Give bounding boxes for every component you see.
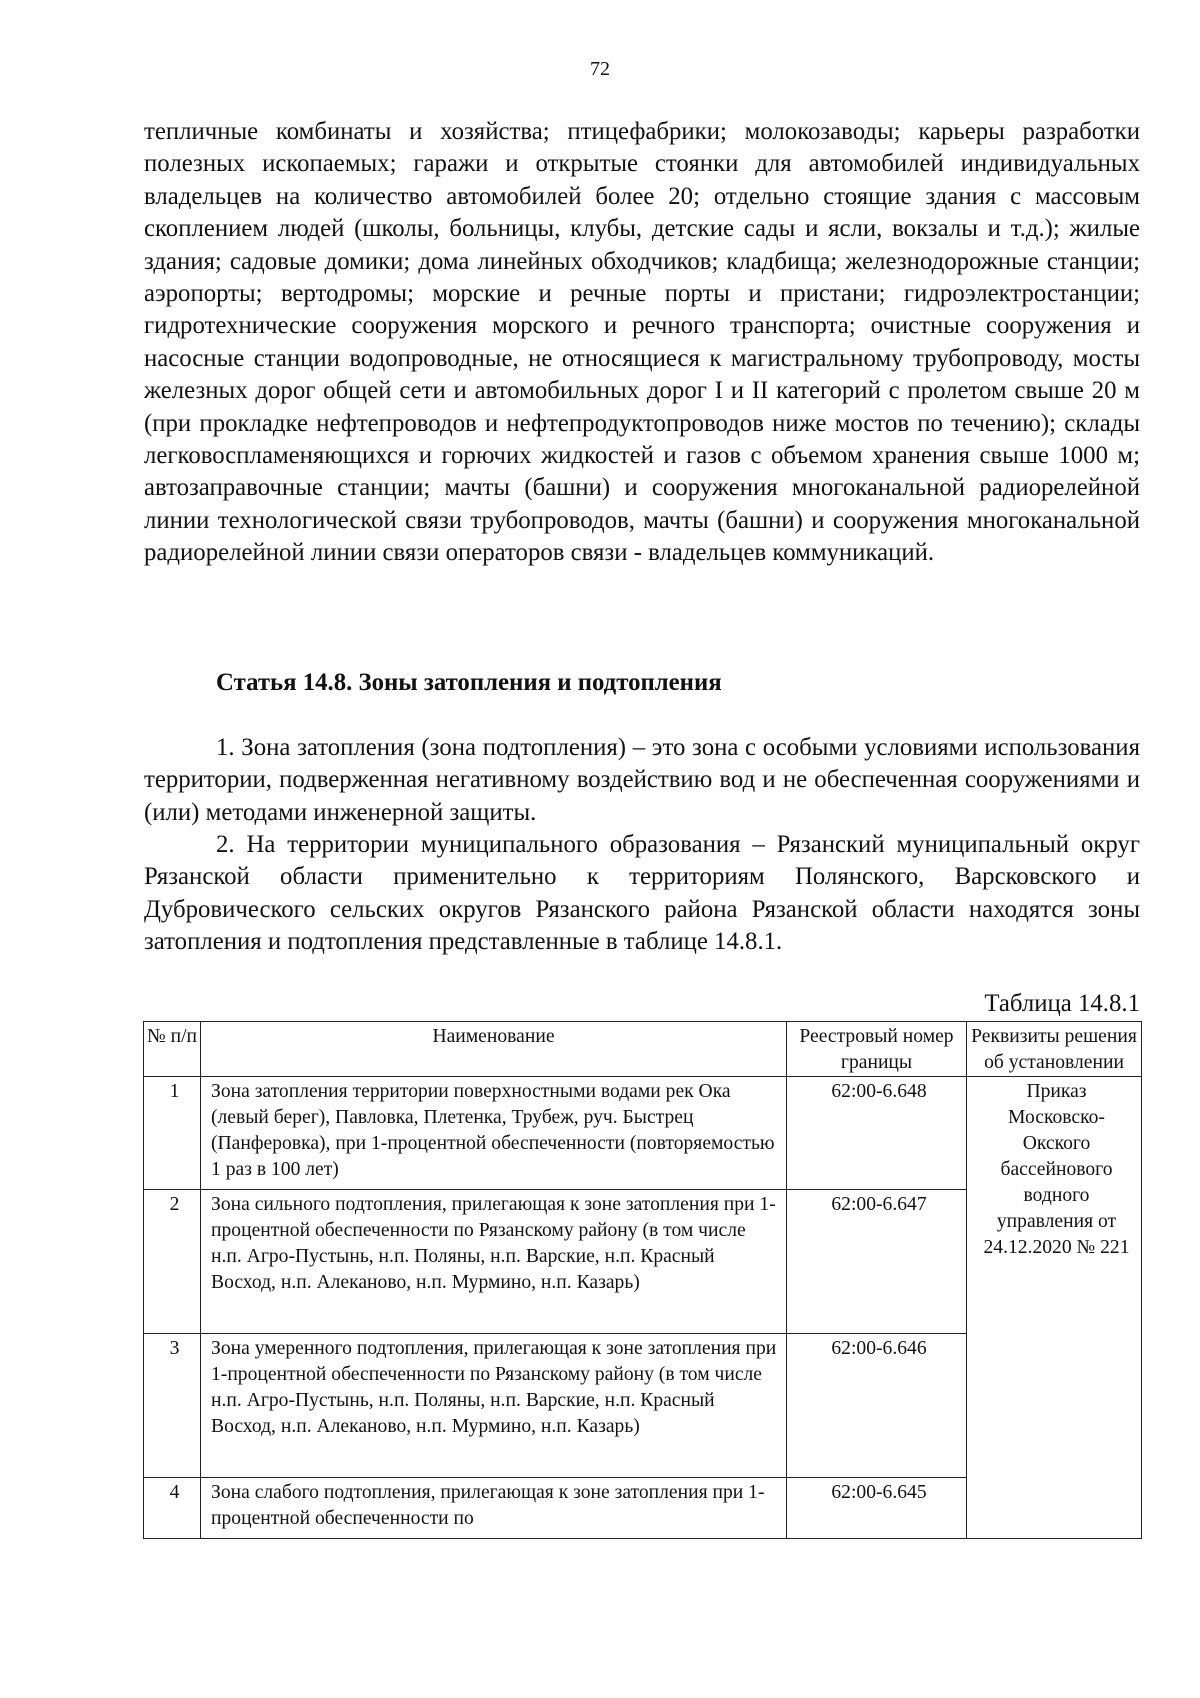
row-name: Зона умеренного подтопления, прилегающая к зоне затопления при 1-процентной обеспеченности по Рязанскому району (в том числе н.п. Агро-Пустынь, н.п. Поляны, н.п. Варские, н.п. Красный Восход, н.п. Алеканово, н.п. Мурмино, н.п. Казарь) — [201, 1334, 787, 1478]
row-name: Зона слабого подтопления, прилегающая к зоне затопления при 1-процентной обеспеченности по — [201, 1478, 787, 1539]
row-name: Зона затопления территории поверхностными водами рек Ока (левый берег), Павловка, Плетенка, Трубеж, руч. Быстрец (Панферовка), при 1-процентной обеспеченности (повторяемостью 1 раз в 100 лет) — [201, 1077, 787, 1190]
header-num: № п/п — [144, 1022, 201, 1077]
paragraph-territory: 2. На территории муниципального образования – Рязанский муниципальный округ Рязанской области применительно к территориям Полянского, Варсковского и Дубровического сельских округов Рязанского района Рязанской области находятся зоны затопления и подтопления представленные в таблице 14.8.1. — [144, 831, 1140, 956]
row-name: Зона сильного подтопления, прилегающая к зоне затопления при 1-процентной обеспеченности по Рязанскому району (в том числе н.п. Агро-Пустынь, н.п. Поляны, н.п. Варские, н.п. Красный Восход, н.п. Алеканово, н.п. Мурмино, н.п. Казарь) — [201, 1190, 787, 1334]
row-registry: 62:00-6.646 — [787, 1334, 967, 1478]
paragraph-list-of-objects: тепличные комбинаты и хозяйства; птицефабрики; молокозаводы; карьеры разработки полезных ископаемых; гаражи и открытые стоянки для автомобилей индивидуальных владельцев на количество автомобилей более 20; отдельно стоящие здания с массовым скоплением людей (школы, больницы, клубы, детские сады и ясли, вокзалы и т.д.); жилые здания; садовые домики; дома линейных обходчиков; кладбища; железнодорожные станции; аэропорты; вертодромы; морские и речные порты и пристани; гидроэлектростанции; гидротехнические сооружения морского и речного транспорта; очистные сооружения и насосные станции водопроводные, не относящиеся к магистральному трубопроводу, мосты железных дорог общей сети и автомобильных дорог I и II категорий с пролетом свыше 20 м (при прокладке нефтепроводов и нефтепродуктопроводов ниже мостов по течению); склады легковоспламеняющихся и горючих жидкостей и газов с объемом хранения свыше 1000 м; автозаправочные станции; мачты (башни) и сооружения многоканальной радиорелейной линии технологической связи трубопроводов, мачты (башни) и сооружения многоканальной радиорелейной линии связи операторов связи - владельцев коммуникаций. — [144, 118, 1140, 567]
page-number: 72 — [590, 58, 610, 80]
row-num: 3 — [144, 1334, 201, 1478]
table-caption: Таблица 14.8.1 — [984, 990, 1140, 1017]
requisites-cell: Приказ Московско-Окского бассейнового водного управления от 24.12.2020 № 221 — [967, 1077, 1142, 1539]
row-num: 2 — [144, 1190, 201, 1334]
header-name: Наименование — [201, 1022, 787, 1077]
table-row — [144, 1077, 1142, 1190]
row-num: 1 — [144, 1077, 201, 1190]
row-registry: 62:00-6.648 — [787, 1077, 967, 1190]
row-registry: 62:00-6.647 — [787, 1190, 967, 1334]
article-heading: Статья 14.8. Зоны затопления и подтопления — [216, 669, 722, 696]
row-num: 4 — [144, 1478, 201, 1539]
zones-table — [143, 1021, 1142, 1539]
header-requisites: Реквизиты решения об установлении — [967, 1022, 1142, 1077]
table-header-row — [144, 1022, 1142, 1077]
header-registry: Реестровый номер границы — [787, 1022, 967, 1077]
row-registry: 62:00-6.645 — [787, 1478, 967, 1539]
paragraph-definition: 1. Зона затопления (зона подтопления) – это зона с особыми условиями использования территории, подверженная негативному воздействию вод и не обеспеченная сооружениями и (или) методами инженерной защиты. — [144, 734, 1140, 826]
